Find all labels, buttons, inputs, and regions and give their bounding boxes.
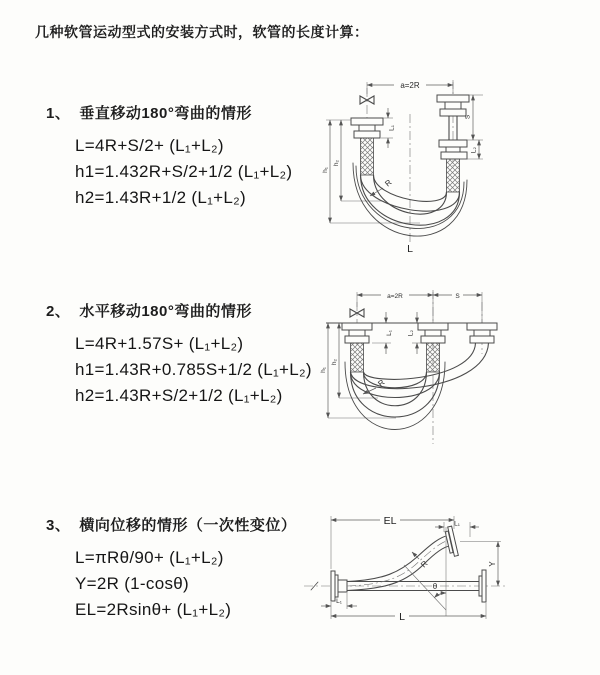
dim-label-h2: h₂ bbox=[331, 358, 338, 366]
dim-label-l2: L₂ bbox=[407, 329, 415, 337]
dim-label-l1: L₁ bbox=[386, 330, 393, 336]
dim-label-h2: h₂ bbox=[333, 159, 340, 167]
formula-line: h1=1.43R+0.785S+1/2 (L₁+L₂) bbox=[75, 360, 312, 379]
formula-line: h2=1.43R+S/2+1/2 (L₁+L₂) bbox=[75, 386, 283, 405]
angle-label: θ bbox=[432, 582, 438, 591]
dim-label-h1: h₁ bbox=[322, 167, 329, 173]
section-3-title: 横向位移的情形（一次性变位） bbox=[79, 517, 297, 534]
dim-label-a2r: a=2R bbox=[387, 293, 403, 300]
page-title: 几种软管运动型式的安装方式时，软管的长度计算： bbox=[35, 24, 369, 40]
radius-label: R bbox=[383, 177, 394, 189]
diagram-horizontal-180-bend bbox=[320, 282, 588, 454]
tilted-flange bbox=[444, 526, 458, 557]
diagram-vertical-180-bend bbox=[320, 70, 588, 258]
section-2 bbox=[46, 302, 312, 409]
dim-label-s: S bbox=[464, 114, 472, 120]
dim-label-a2r: a=2R bbox=[400, 81, 420, 90]
dim-label-l1: L₁ bbox=[388, 125, 396, 131]
diagram-lateral-displacement bbox=[298, 497, 600, 665]
formula-line: L=4R+1.57S+ (L₁+L₂) bbox=[75, 334, 244, 353]
radius-label: R bbox=[419, 559, 430, 570]
section-3-number: 3、 bbox=[46, 517, 71, 534]
formula-line: L=4R+S/2+ (L₁+L₂) bbox=[75, 136, 224, 155]
section-1-title: 垂直移动180°弯曲的情形 bbox=[79, 105, 252, 122]
formula-line: h2=1.43R+1/2 (L₁+L₂) bbox=[75, 188, 246, 207]
formula-line: Y=2R (1-cosθ) bbox=[75, 574, 189, 593]
dim-label-h1: h₁ bbox=[320, 367, 327, 373]
dim-label-l1-top: L₁ bbox=[454, 520, 460, 528]
section-2-title: 水平移动180°弯曲的情形 bbox=[79, 303, 252, 320]
formula-line: h1=1.432R+S/2+1/2 (L₁+L₂) bbox=[75, 162, 293, 181]
dim-label-l1-bottom: L₁ bbox=[336, 598, 342, 605]
section-3 bbox=[46, 516, 296, 623]
section-2-heading bbox=[46, 302, 312, 322]
length-label: L bbox=[407, 243, 413, 255]
dim-label-y: Y bbox=[488, 561, 497, 567]
radius-label: R bbox=[376, 377, 387, 389]
section-1 bbox=[46, 104, 292, 211]
section-3-heading bbox=[46, 516, 296, 536]
dim-label-l2: L₂ bbox=[470, 146, 478, 154]
length-label: L bbox=[399, 611, 405, 623]
section-1-number: 1、 bbox=[46, 105, 71, 122]
section-1-heading bbox=[46, 104, 292, 124]
dim-label-s: S bbox=[455, 293, 460, 300]
formula-line: L=πRθ/90+ (L₁+L₂) bbox=[75, 548, 224, 567]
section-2-formulas bbox=[46, 331, 312, 409]
section-1-formulas bbox=[46, 133, 292, 211]
valve-icon bbox=[360, 96, 374, 104]
section-3-formulas bbox=[46, 545, 296, 623]
section-2-number: 2、 bbox=[46, 303, 71, 320]
dim-label-el: EL bbox=[383, 515, 397, 527]
formula-line: EL=2Rsinθ+ (L₁+L₂) bbox=[75, 600, 232, 619]
